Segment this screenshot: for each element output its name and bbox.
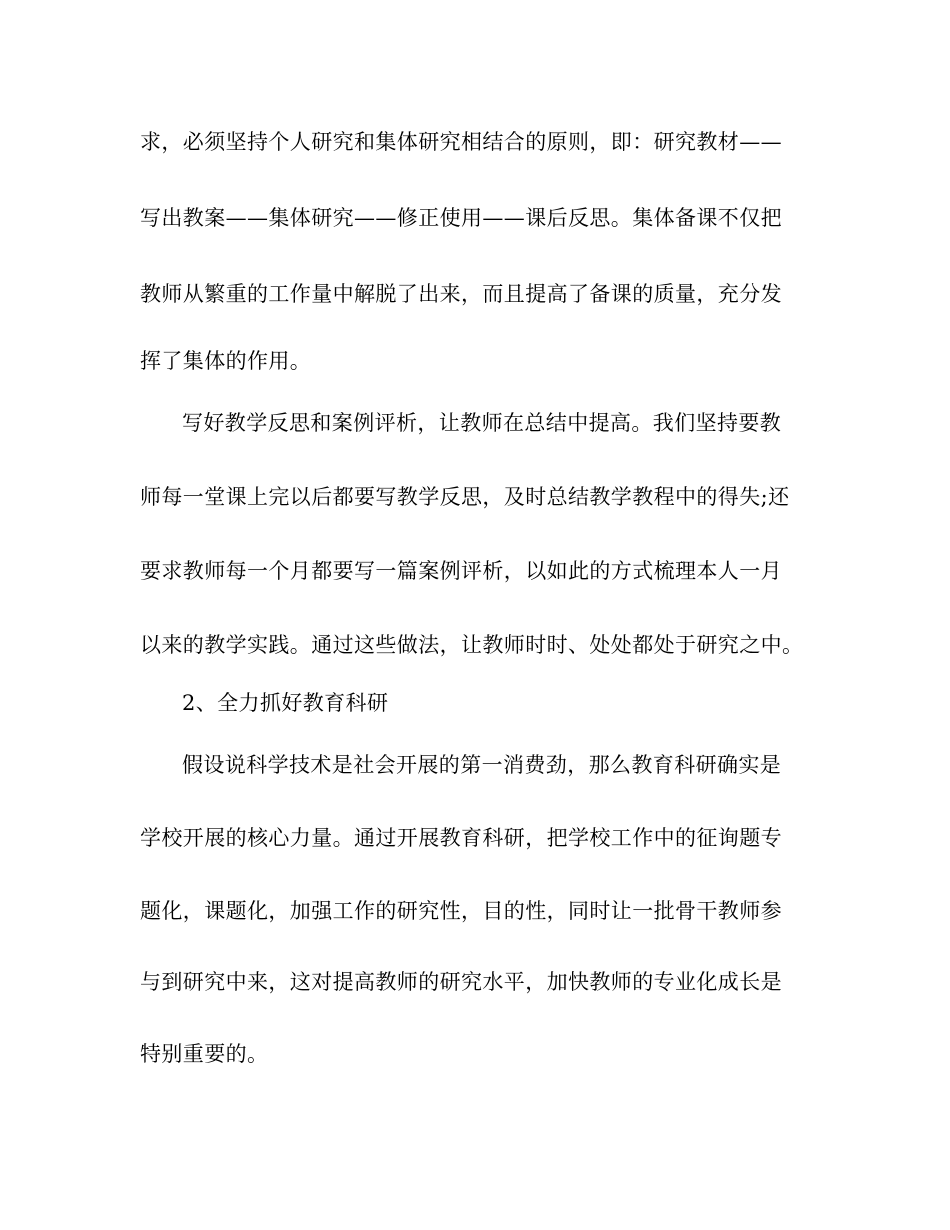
paragraph-line: 学校开展的核心力量。通过开展教育科研，把学校工作中的征询题专 (140, 826, 782, 850)
paragraph-line: 写好教学反思和案例评析，让教师在总结中提高。我们坚持要教 (182, 411, 782, 435)
paragraph-line: 挥了集体的作用。 (140, 349, 312, 373)
paragraph-line: 题化，课题化，加强工作的研究性，目的性，同时让一批骨干教师参 (140, 899, 782, 923)
paragraph-line: 以来的教学实践。通过这些做法，让教师时时、处处都处于研究之中。 (140, 633, 804, 657)
paragraph-line: 求，必须坚持个人研究和集体研究相结合的原则，即：研究教材—— (140, 130, 782, 154)
paragraph-line: 师每一堂课上完以后都要写教学反思，及时总结教学教程中的得失;还 (140, 485, 790, 509)
paragraph-line: 要求教师每一个月都要写一篇案例评析，以如此的方式梳理本人一月 (140, 559, 782, 583)
paragraph-line: 假设说科学技术是社会开展的第一消费劲，那么教育科研确实是 (182, 753, 782, 777)
paragraph-line: 与到研究中来，这对提高教师的研究水平，加快教师的专业化成长是 (140, 970, 782, 994)
paragraph-line: 教师从繁重的工作量中解脱了出来，而且提高了备课的质量，充分发 (140, 282, 782, 306)
paragraph-line: 写出教案——集体研究——修正使用——课后反思。集体备课不仅把 (140, 206, 782, 230)
paragraph-line: 特别重要的。 (140, 1042, 269, 1066)
section-heading: 2、全力抓好教育科研 (182, 691, 389, 715)
